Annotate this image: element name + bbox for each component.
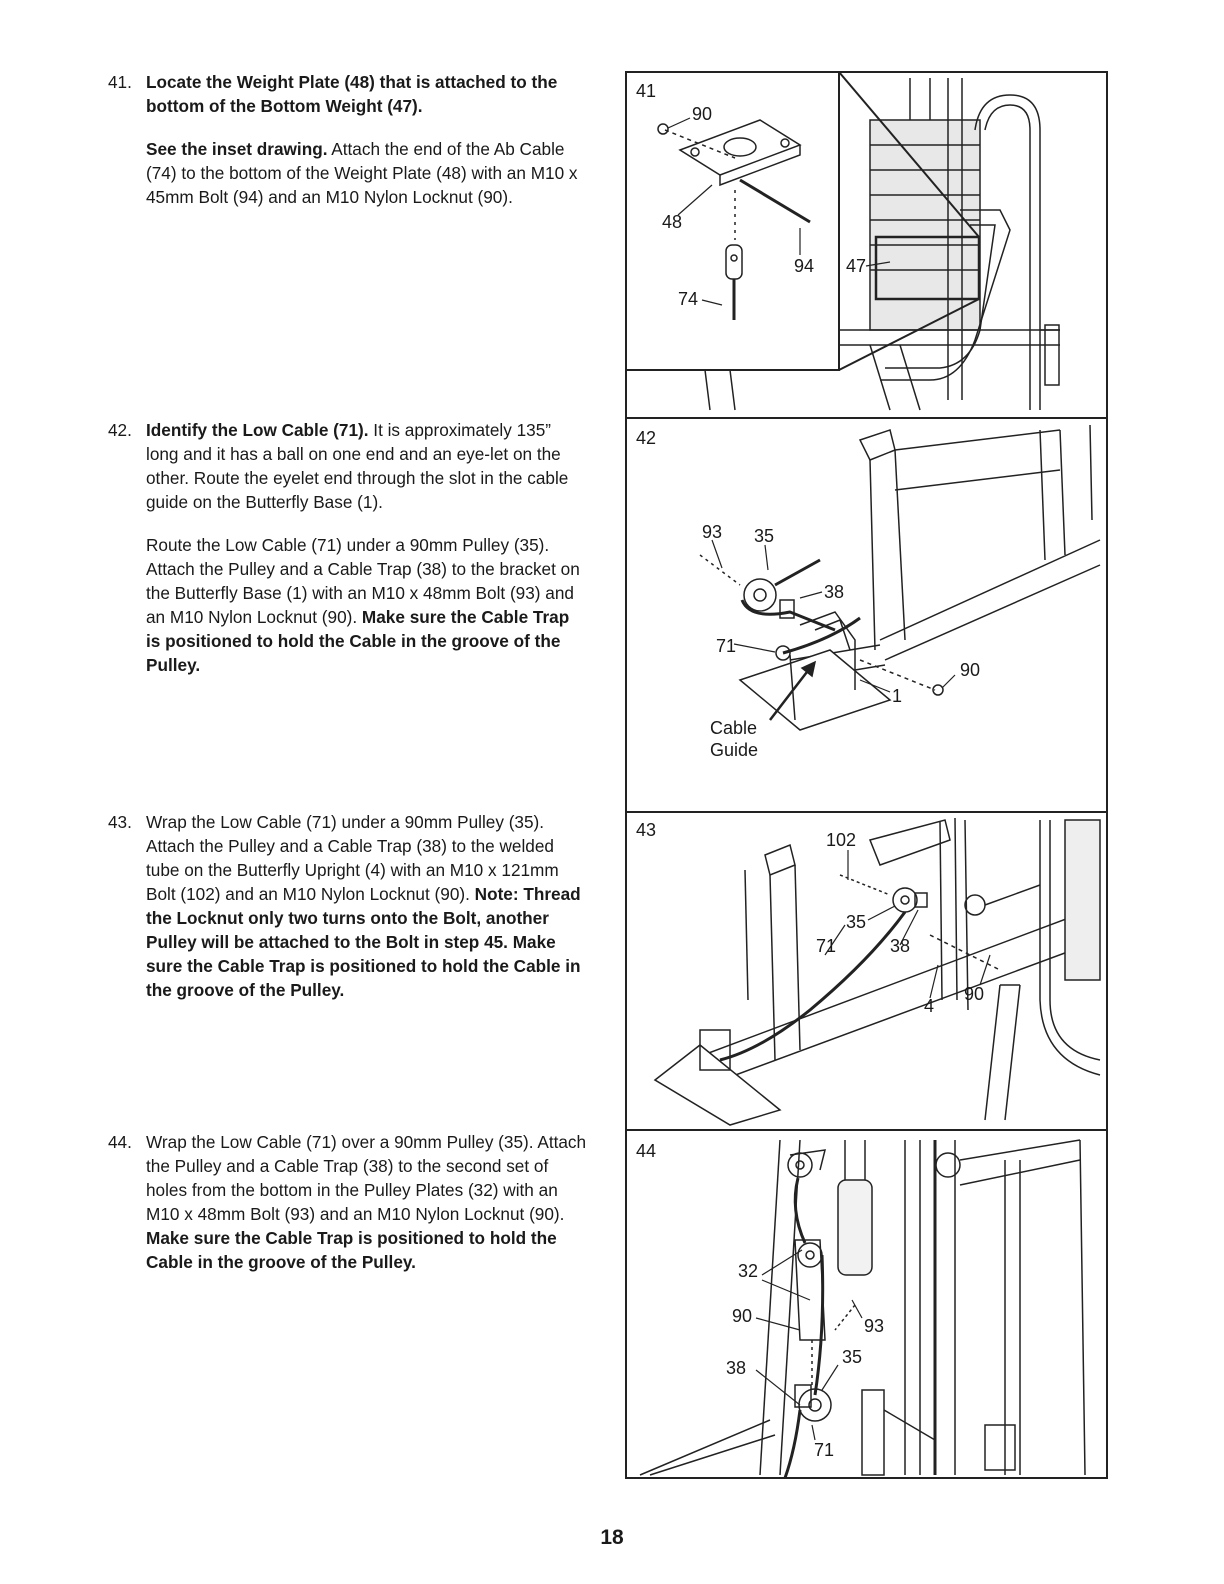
callout-48: 48 xyxy=(662,212,683,232)
callout-4: 4 xyxy=(924,996,935,1016)
callout-93: 93 xyxy=(702,522,723,542)
step-text-bold: Identify the Low Cable (71). xyxy=(146,420,369,440)
figure-43-number: 43 xyxy=(636,820,657,840)
page-number: 18 xyxy=(600,1526,624,1549)
step-text: Wrap the Low Cable (71) under a 90mm Pulley (35). Attach the Pulley and a Cable Trap (38) to the welded tube on the Butterfly Upright (4) with an M10 x 121mm Bolt (102) and an M10 Nylon Locknut (90). xyxy=(146,812,559,904)
callout-71: 71 xyxy=(816,936,837,956)
step-text-bold: Make sure the Cable Trap is positioned to hold the Cable in the groove of the Pulley. xyxy=(146,607,570,675)
callout-32: 32 xyxy=(738,1261,759,1281)
cable-guide-label: Cable xyxy=(710,718,758,738)
step-text-bold: Locate the Weight Plate (48) that is attached to the bottom of the Bottom Weight (47). xyxy=(146,72,558,116)
step-text: It is approximately 135” long and it has a ball on one end and an eye-let on the other. Route the eyelet end through the slot in the cable guide on the Butterfly Base (1). xyxy=(146,420,569,512)
callout-102: 102 xyxy=(826,830,857,850)
step-number: 41. xyxy=(108,72,132,92)
pulley-plates-drawing xyxy=(640,1140,1085,1478)
butterfly-upright-drawing xyxy=(655,818,1100,1125)
callout-35: 35 xyxy=(754,526,775,546)
step-text: Attach the end of the Ab Cable (74) to the bottom of the Weight Plate (48) with an M10 x 45mm Bolt (94) and an M10 Nylon Locknut (90). xyxy=(146,139,578,207)
step-number: 44. xyxy=(108,1132,132,1152)
callout-90: 90 xyxy=(964,984,985,1004)
callout-35: 35 xyxy=(842,1347,863,1367)
figure-42 xyxy=(626,418,1107,812)
figure-42-frame xyxy=(626,418,1107,812)
callout-71: 71 xyxy=(814,1440,835,1460)
callout-35: 35 xyxy=(846,912,867,932)
callout-74: 74 xyxy=(678,289,699,309)
step-text-bold: Make sure the Cable Trap is positioned to hold the Cable in the groove of the Pulley. xyxy=(146,1228,557,1272)
callout-47: 47 xyxy=(846,256,867,276)
step-text-bold: See the inset drawing. xyxy=(146,139,328,159)
callout-93: 93 xyxy=(864,1316,885,1336)
figure-44-number: 44 xyxy=(636,1141,657,1161)
step-text: Route the Low Cable (71) under a 90mm Pulley (35). Attach the Pulley and a Cable Trap (38) to the bracket on the Butterfly Base (1) with an M10 x 48mm Bolt (93) and an M10 Nylon Locknut (90). xyxy=(146,535,580,627)
callout-38: 38 xyxy=(890,936,911,956)
step-text: Wrap the Low Cable (71) over a 90mm Pulley (35). Attach the Pulley and a Cable Trap (38) to the second set of holes from the bottom in the Pulley Plates (32) with an M10 x 48mm Bolt (93) and an M10 Nylon Locknut (90). xyxy=(146,1132,587,1224)
step-number: 43. xyxy=(108,812,132,832)
figure-44 xyxy=(626,1130,1107,1478)
callout-71: 71 xyxy=(716,636,737,656)
callout-1: 1 xyxy=(892,686,903,706)
callout-94: 94 xyxy=(794,256,815,276)
butterfly-base-drawing xyxy=(700,425,1100,730)
figure-43 xyxy=(626,812,1107,1130)
callout-90: 90 xyxy=(692,104,713,124)
callout-38: 38 xyxy=(726,1358,747,1378)
figure-41-number: 41 xyxy=(636,81,657,101)
step-number: 42. xyxy=(108,420,132,440)
cable-guide-label: Guide xyxy=(710,740,759,760)
step-text-bold: Note: Thread the Locknut only two turns onto the Bolt, another Pulley will be attached to the Bolt in step 45. Make sure the Cable Trap is positioned to hold the Cable in the groove of the Pulley. xyxy=(146,884,581,1000)
figure-42-number: 42 xyxy=(636,428,657,448)
callout-90: 90 xyxy=(960,660,981,680)
callout-90: 90 xyxy=(732,1306,753,1326)
callout-38: 38 xyxy=(824,582,845,602)
